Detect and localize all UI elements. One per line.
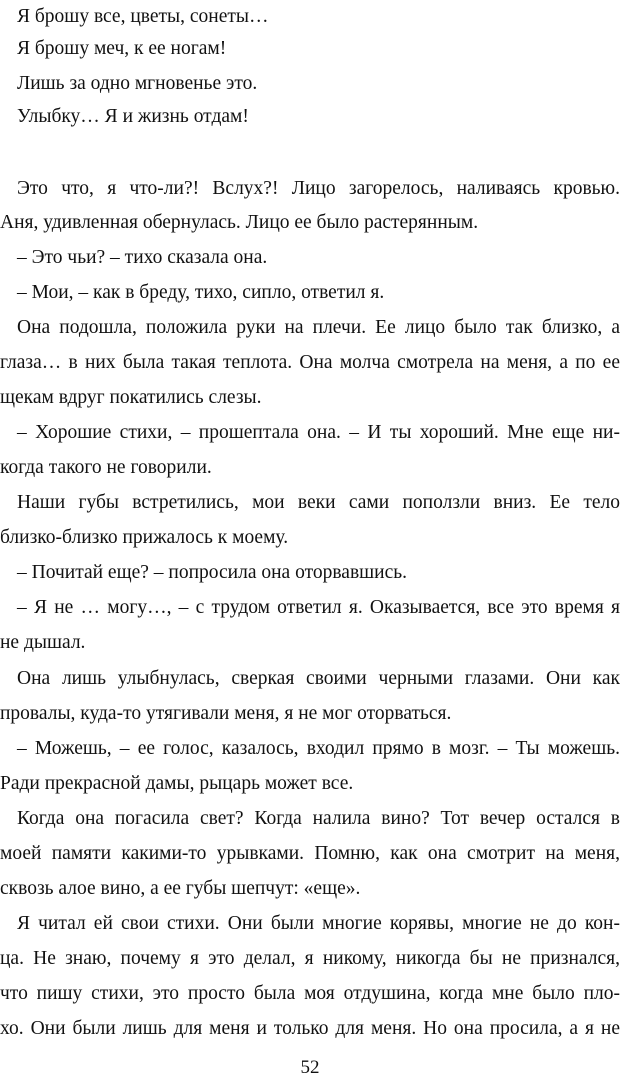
text-line: ца. Не знаю, почему я это делал, я никому, никогда бы не признался,: [0, 948, 620, 969]
poem-line: Я брошу меч, к ее ногам!: [17, 38, 227, 59]
text-line: моей памяти какими-то урывками. Помню, как она смотрит на меня,: [0, 843, 620, 864]
poem-line: Лишь за одно мгновенье это.: [17, 73, 258, 94]
text-line: – Я не … могу…, – с трудом ответил я. Оказывается, все это время я: [17, 597, 620, 618]
poem-line: Улыбку… Я и жизнь отдам!: [17, 106, 249, 127]
text-line: Наши губы встретились, мои веки сами поползли вниз. Ее тело: [17, 492, 620, 513]
text-line: что пишу стихи, это просто была моя отдушина, когда мне было пло-: [0, 983, 620, 1004]
text-line: хо. Они были лишь для меня и только для меня. Но она просила, а я не: [0, 1018, 620, 1039]
text-line: Аня, удивленная обернулась. Лицо ее было растерянным.: [0, 212, 479, 233]
poem-line: Я брошу все, цветы, сонеты…: [17, 6, 269, 27]
text-line: провалы, куда-то утягивали меня, я не мог оторваться.: [0, 703, 452, 724]
text-line: Она подошла, положила руки на плечи. Ее лицо было так близко, а: [17, 317, 620, 338]
text-line: – Это чьи? – тихо сказала она.: [17, 247, 268, 268]
text-line: Когда она погасила свет? Когда налила вино? Тот вечер остался в: [17, 808, 620, 829]
text-line: Она лишь улыбнулась, сверкая своими черными глазами. Они как: [17, 668, 620, 689]
text-line: глаза… в них была такая теплота. Она молча смотрела на меня, а по ее: [0, 352, 620, 373]
text-line: – Почитай еще? – попросила она оторвавшись.: [17, 562, 408, 583]
text-line: Ради прекрасной дамы, рыцарь может все.: [0, 773, 354, 794]
text-line: не дышал.: [0, 632, 86, 653]
page-number: 52: [300, 1057, 320, 1078]
text-line: когда такого не говорили.: [0, 457, 212, 478]
text-line: щекам вдруг покатились слезы.: [0, 387, 262, 408]
text-line: сквозь алое вино, а ее губы шепчут: «еще».: [0, 878, 361, 899]
text-line: – Хорошие стихи, – прошептала она. – И ты хороший. Мне еще ни-: [17, 422, 620, 443]
text-line: близко-близко прижалось к моему.: [0, 527, 289, 548]
text-line: – Можешь, – ее голос, казалось, входил прямо в мозг. – Ты можешь.: [17, 738, 620, 759]
text-line: Это что, я что-ли?! Вслух?! Лицо загорелось, наливаясь кровью.: [17, 178, 620, 199]
text-line: Я читал ей свои стихи. Они были многие корявы, многие не до кон-: [17, 913, 620, 934]
text-line: – Мои, – как в бреду, тихо, сипло, ответил я.: [17, 282, 385, 303]
